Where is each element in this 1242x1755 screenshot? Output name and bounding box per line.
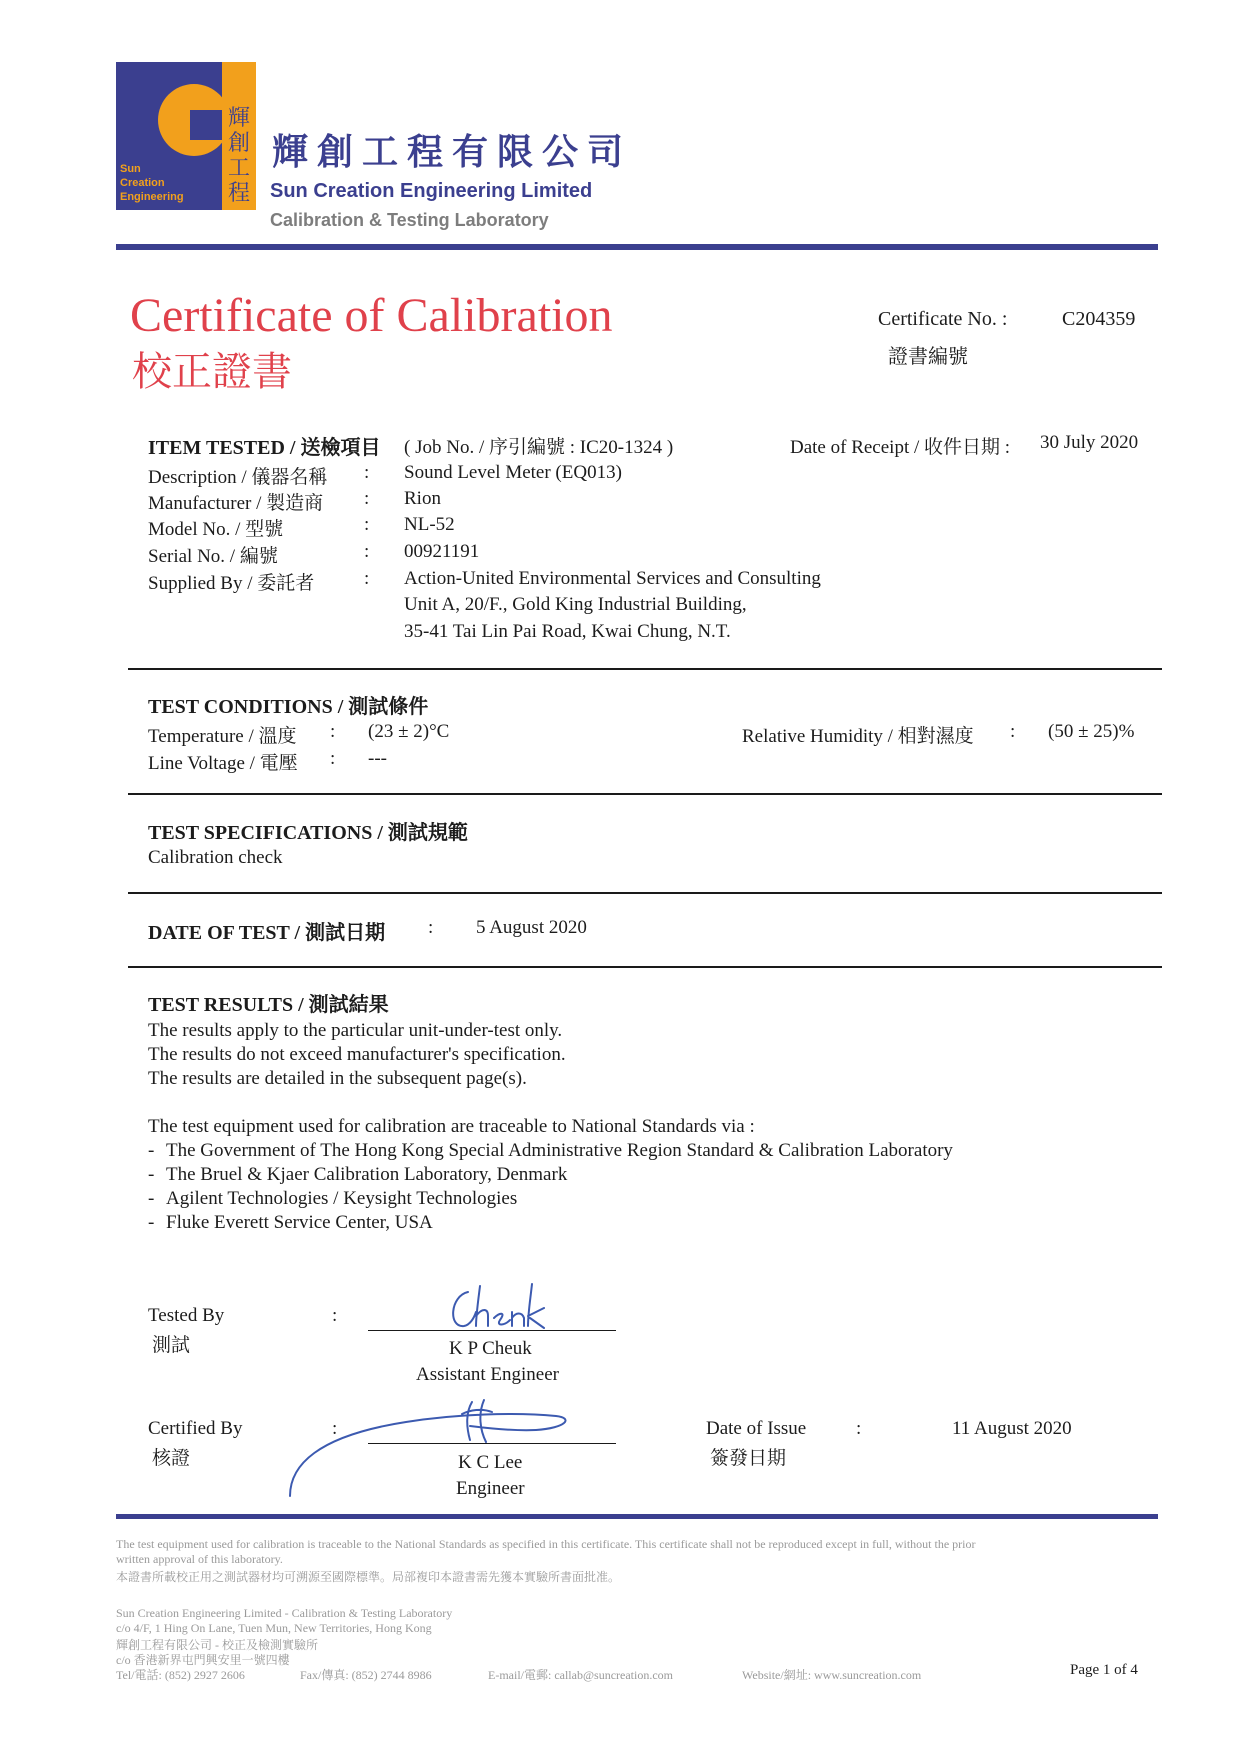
serial-label: Serial No. / 編號	[148, 546, 278, 567]
section-divider	[128, 668, 1162, 670]
date-of-issue-label-chinese: 簽發日期	[710, 1448, 787, 1469]
traceability-item: The Bruel & Kjaer Calibration Laboratory, Denmark	[166, 1164, 568, 1185]
serial-value: 00921191	[404, 541, 480, 562]
date-of-issue: 11 August 2020	[952, 1418, 1072, 1439]
result-line: The results are detailed in the subsequent page(s).	[148, 1068, 527, 1089]
description-value: Sound Level Meter (EQ013)	[404, 462, 622, 483]
test-conditions-heading: TEST CONDITIONS / 測試條件	[148, 696, 429, 718]
certified-by-signature-line	[368, 1443, 616, 1444]
model-value: NL-52	[404, 514, 455, 535]
model-label: Model No. / 型號	[148, 519, 284, 540]
humidity-label: Relative Humidity / 相對濕度	[742, 726, 974, 747]
traceability-item: Fluke Everett Service Center, USA	[166, 1212, 433, 1233]
footer-note: written approval of this laboratory.	[116, 1552, 283, 1566]
certificate-number-label: Certificate No. :	[878, 308, 1008, 330]
certificate-number: C204359	[1062, 308, 1136, 330]
test-results-heading: TEST RESULTS / 測試結果	[148, 994, 389, 1016]
certificate-number-label-chinese: 證書編號	[888, 346, 968, 368]
item-tested-heading: ITEM TESTED / 送檢項目	[148, 437, 381, 459]
supplier-value: Action-United Environmental Services and Consulting	[404, 568, 821, 589]
receipt-date: 30 July 2020	[1040, 432, 1139, 453]
footer-address-line: Sun Creation Engineering Limited - Calibration & Testing Laboratory	[116, 1606, 453, 1620]
temperature-label: Temperature / 溫度	[148, 726, 297, 747]
footer-website: Website/網址: www.suncreation.com	[742, 1668, 922, 1682]
certified-by-signature	[286, 1396, 576, 1500]
traceability-item: Agilent Technologies / Keysight Technologies	[166, 1188, 518, 1209]
receipt-date-label: Date of Receipt / 收件日期 :	[790, 437, 1011, 458]
company-name-chinese: 輝創工程有限公司	[272, 132, 633, 173]
result-line: The results do not exceed manufacturer's specification.	[148, 1044, 566, 1065]
line-voltage-value: ---	[368, 748, 387, 769]
supplier-address-line-1: Unit A, 20/F., Gold King Industrial Building,	[404, 594, 747, 615]
certified-by-label-chinese: 核證	[152, 1448, 191, 1469]
job-number: ( Job No. / 序引編號 : IC20-1324 )	[404, 437, 674, 458]
tested-by-label-chinese: 測試	[152, 1335, 191, 1356]
certificate-title-chinese: 校正證書	[132, 349, 292, 395]
temperature-value: (23 ± 2)°C	[368, 721, 450, 742]
footer-address-line: 輝創工程有限公司 - 校正及檢測實驗所	[116, 1638, 318, 1652]
traceability-intro: The test equipment used for calibration are traceable to National Standards via :	[148, 1116, 755, 1137]
tested-by-title: Assistant Engineer	[416, 1364, 560, 1385]
logo-english-text: Sun Creation Engineering	[120, 163, 184, 203]
logo-chinese-text: 輝 創 工 程	[227, 106, 250, 206]
test-specifications-value: Calibration check	[148, 847, 283, 868]
company-logo	[116, 62, 256, 210]
footer-divider	[116, 1514, 1158, 1519]
test-specifications-heading: TEST SPECIFICATIONS / 測試規範	[148, 822, 468, 844]
header-divider	[116, 244, 1158, 250]
tested-by-name: K P Cheuk	[449, 1338, 532, 1359]
page-number: Page 1 of 4	[1070, 1662, 1138, 1678]
description-label: Description / 儀器名稱	[148, 467, 328, 488]
section-divider	[128, 793, 1162, 795]
footer-note-chinese: 本證書所載校正用之測試器材均可溯源至國際標準。局部複印本證書需先獲本實驗所書面批准。	[116, 1570, 621, 1584]
certified-by-name: K C Lee	[458, 1452, 523, 1473]
date-of-issue-label: Date of Issue	[706, 1418, 807, 1439]
traceability-item: The Government of The Hong Kong Special Administrative Region Standard & Calibration Laboratory	[166, 1140, 953, 1161]
footer-telephone: Tel/電話: (852) 2927 2606	[116, 1668, 245, 1682]
footer-fax: Fax/傳真: (852) 2744 8986	[300, 1668, 432, 1682]
footer-email: E-mail/電郵: callab@suncreation.com	[488, 1668, 673, 1682]
footer-note: The test equipment used for calibration is traceable to the National Standards as specified in this certificate. This certificate shall not be reproduced except in full, without the prior	[116, 1537, 976, 1551]
footer-address-line: c/o 香港新界屯門興安里一號四樓	[116, 1653, 290, 1667]
certificate-title: Certificate of Calibration	[130, 289, 613, 342]
company-name-english: Sun Creation Engineering Limited	[270, 180, 593, 202]
humidity-value: (50 ± 25)%	[1048, 721, 1135, 742]
manufacturer-label: Manufacturer / 製造商	[148, 493, 324, 514]
tested-by-label: Tested By	[148, 1305, 225, 1326]
company-subtitle: Calibration & Testing Laboratory	[270, 210, 549, 230]
certified-by-title: Engineer	[456, 1478, 525, 1499]
result-line: The results apply to the particular unit-under-test only.	[148, 1020, 563, 1041]
tested-by-signature-line	[368, 1330, 616, 1331]
date-of-test-value: 5 August 2020	[476, 917, 587, 938]
line-voltage-label: Line Voltage / 電壓	[148, 753, 298, 774]
supplier-address-line-2: 35-41 Tai Lin Pai Road, Kwai Chung, N.T.	[404, 621, 731, 642]
footer-address-line: c/o 4/F, 1 Hing On Lane, Tuen Mun, New Territories, Hong Kong	[116, 1621, 432, 1635]
date-of-test-heading: DATE OF TEST / 測試日期	[148, 922, 386, 944]
manufacturer-value: Rion	[404, 488, 441, 509]
certified-by-label: Certified By	[148, 1418, 243, 1439]
section-divider	[128, 892, 1162, 894]
section-divider	[128, 966, 1162, 968]
supplier-label: Supplied By / 委託者	[148, 573, 315, 594]
